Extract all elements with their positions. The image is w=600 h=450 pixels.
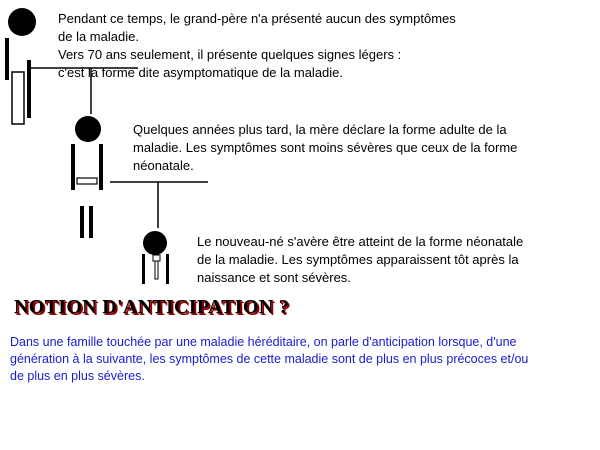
grandfather-description bbox=[58, 10, 458, 82]
mother-description bbox=[133, 121, 553, 175]
mother-line-2: maladie. Les symptômes sont moins sévères que ceux de la forme bbox=[133, 140, 518, 155]
definition-line-3: de plus en plus sévères. bbox=[10, 369, 145, 383]
newborn-line-2: de la maladie. Les symptômes apparaissent tôt après la bbox=[197, 252, 519, 267]
anticipation-definition bbox=[10, 334, 595, 385]
definition-line-2: génération à la suivante, les symptômes de cette maladie sont de plus en plus précoces et/ou bbox=[10, 352, 529, 366]
newborn-line-1: Le nouveau-né s'avère être atteint de la forme néonatale bbox=[197, 234, 524, 249]
newborn-line-3: naissance et sont sévères. bbox=[197, 270, 351, 285]
section-title: NOTION D'ANTICIPATION ? bbox=[14, 296, 290, 318]
newborn-description bbox=[197, 233, 567, 287]
newborn-figure bbox=[142, 231, 169, 284]
mother-line-1: Quelques années plus tard, la mère déclare la forme adulte de la bbox=[133, 122, 507, 137]
newborn-head bbox=[143, 231, 167, 255]
grandfather-line-2: Vers 70 ans seulement, il présente quelques signes légers : bbox=[58, 47, 402, 62]
grandfather-line-3: c'est la forme dite asymptomatique de la maladie. bbox=[58, 65, 344, 80]
mother-head bbox=[75, 116, 101, 142]
grandfather-head bbox=[8, 8, 36, 36]
mother-line-3: néonatale. bbox=[133, 158, 194, 173]
definition-line-1: Dans une famille touchée par une maladie héréditaire, on parle d'anticipation lorsque, d'une bbox=[10, 335, 517, 349]
grandfather-line-1: Pendant ce temps, le grand-père n'a présenté aucun des symptômes de la maladie. bbox=[58, 11, 456, 44]
